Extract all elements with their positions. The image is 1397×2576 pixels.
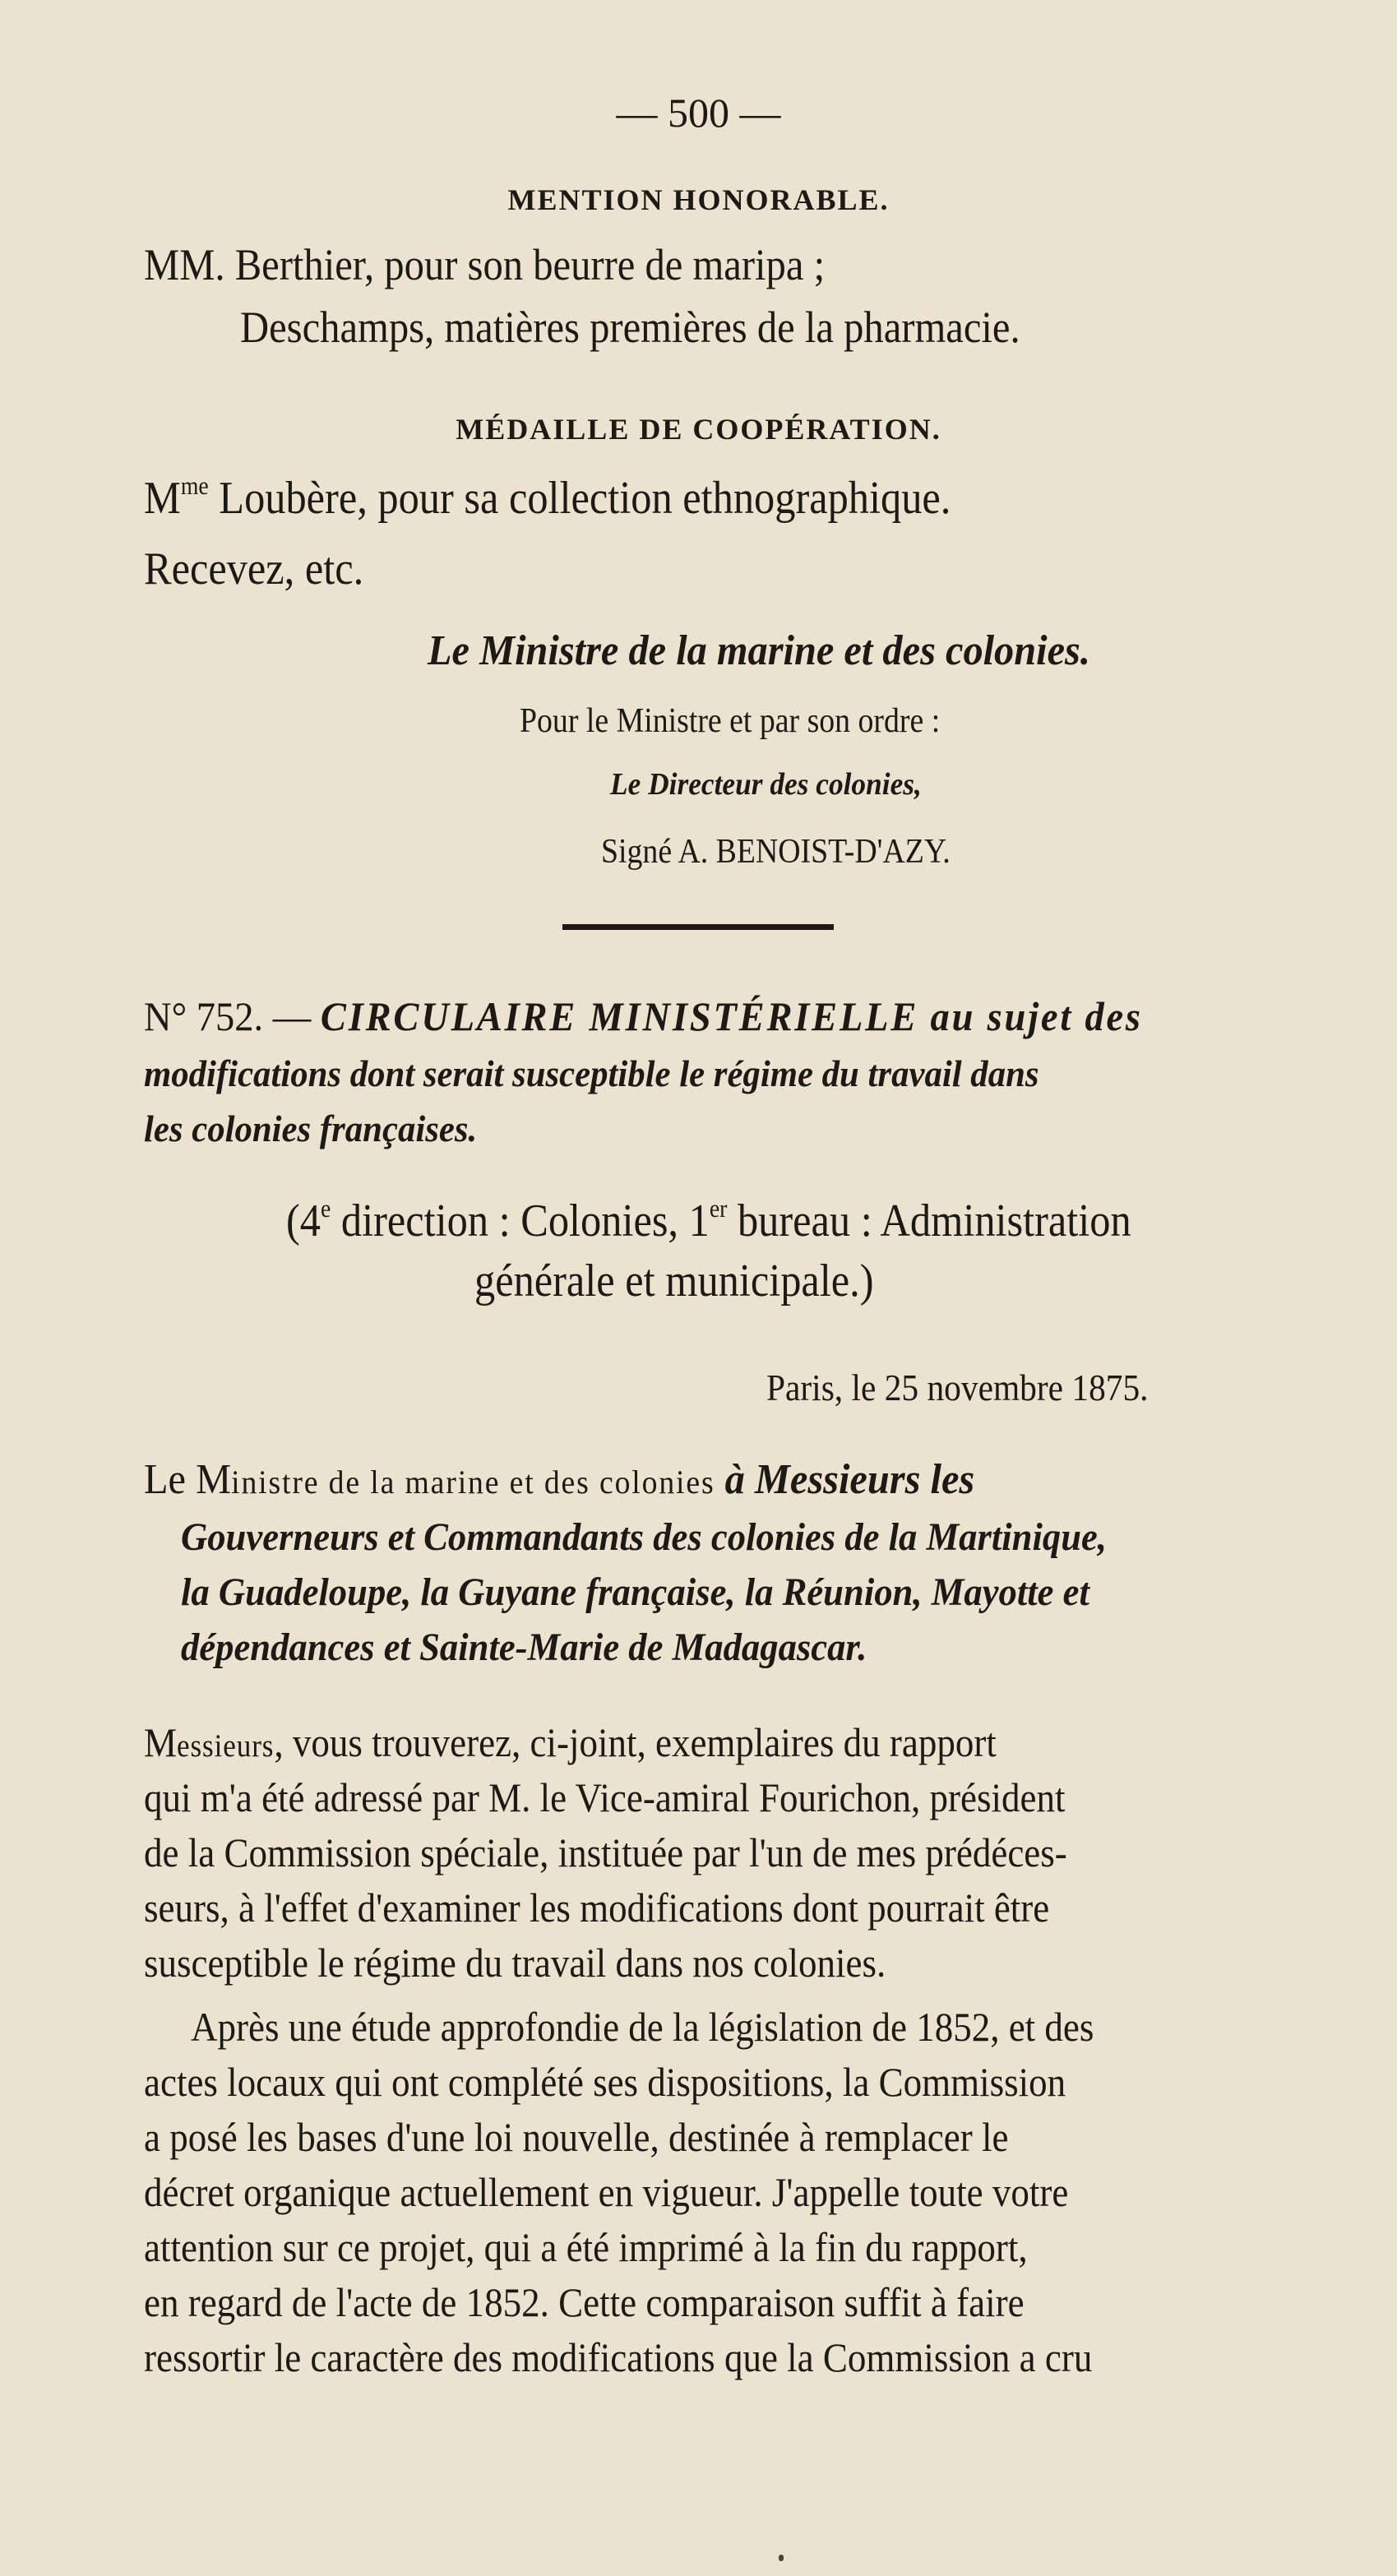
ink-speck [779, 2555, 784, 2561]
cooperation-line: $M^{me}$ Loubère, pour sa collection ethnographique. [144, 471, 951, 524]
address-line-3: la Guadeloupe, la Guyane française, la Réunion, Mayotte et [181, 1570, 1089, 1614]
paragraph-2-line-7: ressortir le caractère des modifications que la Commission a cru [144, 2334, 1093, 2380]
mention-line-2: Deschamps, matières premières de la pharmacie. [240, 303, 1020, 352]
direction-line-1: (4e direction : Colonies, 1er bureau : Administration [286, 1194, 1131, 1246]
paragraph-2-line-5: attention sur ce projet, qui a été imprimé à la fin du rapport, [144, 2224, 1028, 2270]
circular-title-line-1: N° 752. — CIRCULAIRE MINISTÉRIELLE au sujet des [144, 993, 1143, 1039]
paragraph-1-line-5: susceptible le régime du travail dans nos colonies. [144, 1940, 886, 1986]
paragraph-2-line-3: a posé les bases d'une loi nouvelle, destinée à remplacer le [144, 2114, 1009, 2160]
paragraph-2-line-2: actes locaux qui ont complété ses dispositions, la Commission [144, 2059, 1066, 2105]
page-number: — 500 — [616, 90, 781, 136]
address-line-4: dépendances et Sainte-Marie de Madagascar. [181, 1626, 867, 1669]
paragraph-1-line-2: qui m'a été adressé par M. le Vice-amiral Fourichon, président [144, 1774, 1066, 1820]
direction-line-2: générale et municipale.) [474, 1256, 874, 1306]
cooperation-heading: MÉDAILLE DE COOPÉRATION. [456, 413, 941, 446]
address-line-1: Le Ministre de la marine et des colonies à Messieurs les [144, 1456, 975, 1503]
mention-line-1: MM. Berthier, pour son beurre de maripa ; [144, 240, 826, 289]
signature-signe: Signé A. BENOIST-D'AZY. [601, 833, 951, 871]
signature-directeur: Le Directeur des colonies, [610, 767, 922, 802]
dateline: Paris, le 25 novembre 1875. [766, 1367, 1149, 1408]
paragraph-1-line-3: de la Commission spéciale, instituée par l'un de mes prédéces- [144, 1829, 1067, 1875]
address-line-2: Gouverneurs et Commandants des colonies de la Martinique, [181, 1515, 1108, 1559]
paragraph-2-line-6: en regard de l'acte de 1852. Cette comparaison suffit à faire [144, 2279, 1025, 2325]
circular-title-line-2: modifications dont serait susceptible le régime du travail dans [144, 1052, 1039, 1094]
paragraph-2-line-4: décret organique actuellement en vigueur. J'appelle toute votre [144, 2169, 1069, 2215]
mention-heading: MENTION HONORABLE. [507, 183, 890, 216]
signature-pour: Pour le Ministre et par son ordre : [520, 702, 941, 740]
paragraph-1-line-4: seurs, à l'effet d'examiner les modifications dont pourrait être [144, 1885, 1050, 1931]
signature-minister: Le Ministre de la marine et des colonies. [428, 627, 1090, 674]
circular-title-line-3: les colonies françaises. [144, 1108, 478, 1149]
recevez-line: Recevez, etc. [144, 543, 364, 594]
section-divider [562, 924, 834, 930]
paragraph-2-line-1: Après une étude approfondie de la législation de 1852, et des [191, 2004, 1094, 2050]
paragraph-1-line-1: Messieurs, vous trouverez, ci-joint, exemplaires du rapport [144, 1719, 997, 1765]
